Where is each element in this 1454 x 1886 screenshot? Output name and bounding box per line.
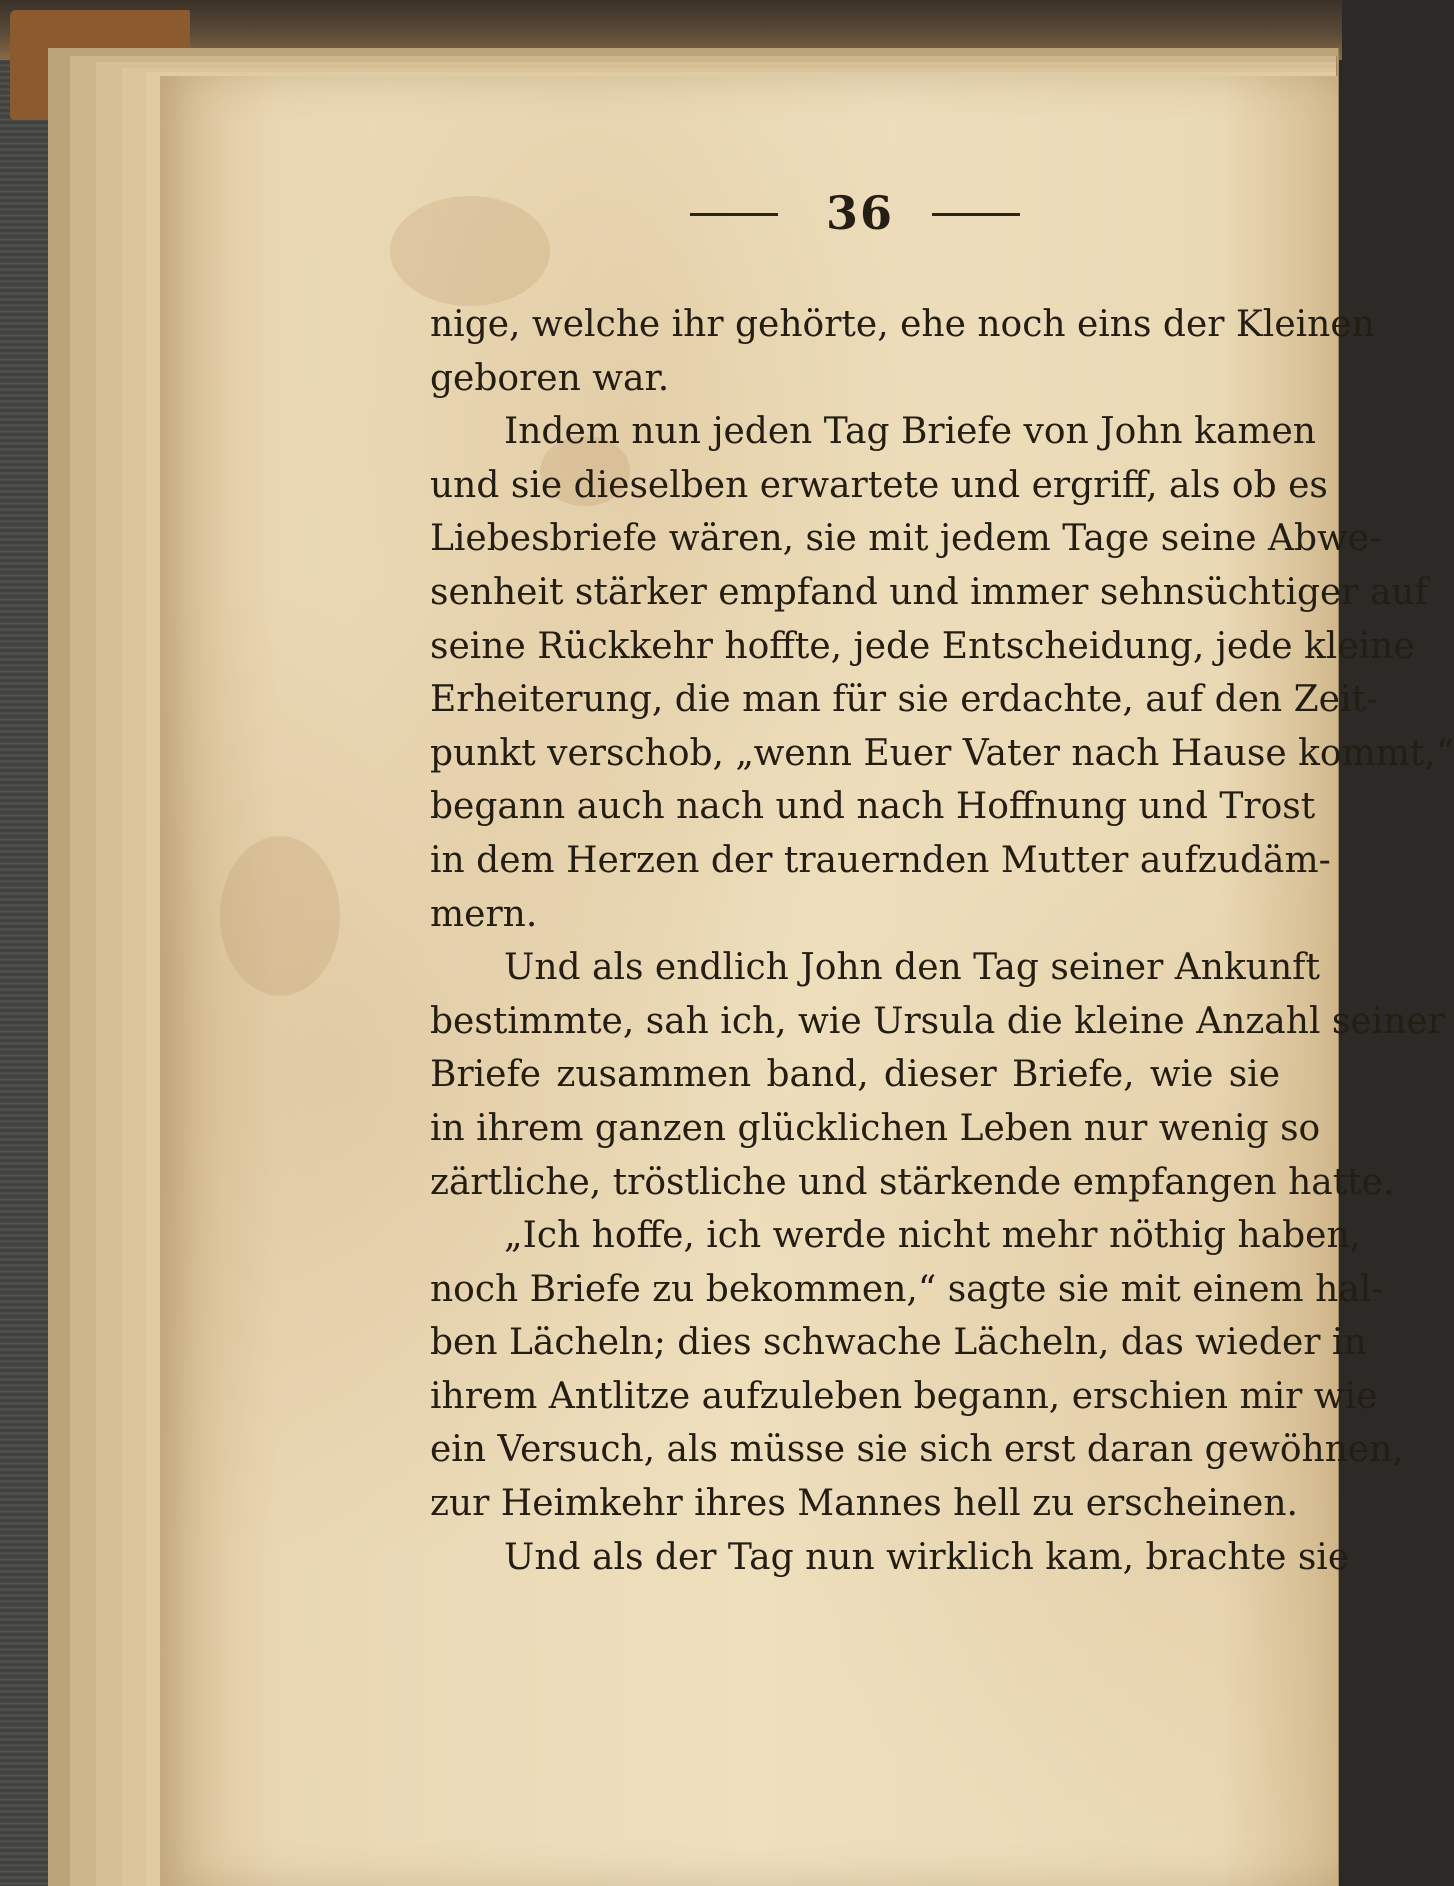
foxing-stain	[390, 196, 550, 306]
text-line: bestimmte, sah ich, wie Ursula die kleine Anzahl seiner	[430, 1000, 1445, 1042]
text-line: in dem Herzen der trauernden Mutter aufzudäm-	[430, 839, 1331, 881]
header-rule-left	[690, 213, 778, 216]
text-line: zärtliche, tröstliche und stärkende empfangen hatte.	[430, 1161, 1395, 1203]
text-line: punkt verschob, „wenn Euer Vater nach Hause kommt,“	[430, 732, 1454, 774]
text-line: mern.	[430, 893, 538, 935]
text-line: ihrem Antlitze aufzuleben begann, erschien mir wie	[430, 1375, 1378, 1417]
text-line: und sie dieselben erwartete und ergriff, als ob es	[430, 464, 1328, 506]
header-rule-right	[932, 213, 1020, 216]
text-line: geboren war.	[430, 357, 670, 399]
foxing-stain	[220, 836, 340, 996]
text-line: senheit stärker empfand und immer sehnsüchtiger auf	[430, 571, 1428, 613]
body-text	[430, 298, 1454, 1584]
text-line: begann auch nach und nach Hoffnung und Trost	[430, 786, 1316, 828]
text-line: Liebesbriefe wären, sie mit jedem Tage seine Abwe-	[430, 518, 1382, 560]
text-line: in ihrem ganzen glücklichen Leben nur wenig so	[430, 1107, 1321, 1149]
text-line: Und als der Tag nun wirklich kam, brachte sie	[504, 1536, 1350, 1578]
book-page	[160, 76, 1454, 1886]
text-line: noch Briefe zu bekommen,“ sagte sie mit einem hal-	[430, 1268, 1384, 1310]
text-line: Indem nun jeden Tag Briefe von John kamen	[504, 411, 1316, 453]
text-line: nige, welche ihr gehörte, ehe noch eins der Kleinen	[430, 304, 1375, 345]
text-line: Briefe zusammen band, dieser Briefe, wie sie	[430, 1054, 1280, 1096]
text-line: ben Lächeln; dies schwache Lächeln, das wieder in	[430, 1322, 1367, 1364]
text-line: Erheiterung, die man für sie erdachte, auf den Zeit-	[430, 679, 1379, 721]
text-line: Und als endlich John den Tag seiner Ankunft	[504, 947, 1320, 989]
page-number: 36	[825, 186, 894, 240]
text-line: zur Heimkehr ihres Mannes hell zu erscheinen.	[430, 1483, 1298, 1525]
text-line: ein Versuch, als müsse sie sich erst daran gewöhnen,	[430, 1429, 1404, 1471]
text-line: seine Rückkehr hoffte, jede Entscheidung, jede kleine	[430, 625, 1415, 667]
text-line: „Ich hoffe, ich werde nicht mehr nöthig haben,	[504, 1215, 1362, 1257]
